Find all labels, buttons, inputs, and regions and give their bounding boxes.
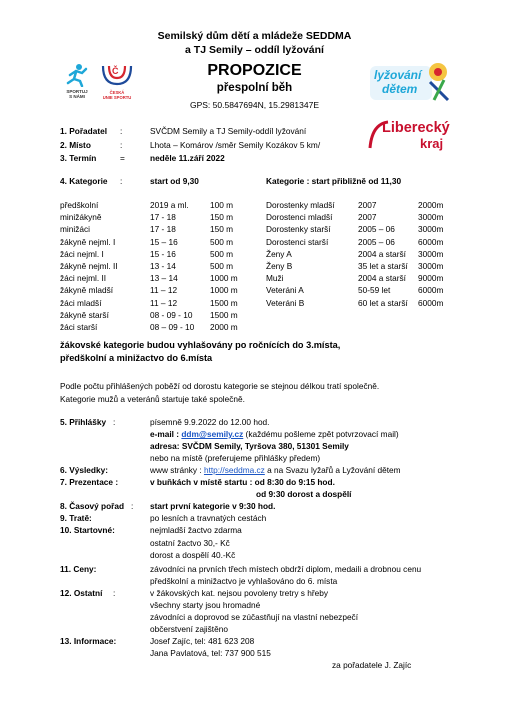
category-years: 2005 – 06 [358, 236, 395, 247]
category-row [60, 249, 250, 261]
category-years: 15 – 16 [150, 236, 178, 247]
category-dist: 100 m [210, 200, 234, 210]
cus-text: ČESKÁ UNIE SPORTU [102, 90, 132, 100]
category-dist: 6000m [418, 297, 444, 308]
startovne-label: 10. Startovné: [60, 525, 115, 535]
ceny-line-1: závodníci na prvních třech místech obdrží diplom, medaili a drobnou cenu [150, 564, 422, 574]
ceny-line-2: předškolní a minižactvo je vyhlašováno do 6. místa [150, 576, 338, 586]
category-row [60, 310, 250, 322]
notice-paragraph-2: Kategorie mužů a veteránů startuje také společně. [60, 394, 245, 404]
category-row [266, 273, 456, 285]
category-dist: 1500 m [210, 309, 238, 320]
prezentace-label: 7. Prezentace : [60, 477, 119, 487]
category-years: 13 - 14 [150, 260, 176, 271]
info-value-organizer: SVČDM Semily a TJ Semily-oddíl lyžování [150, 126, 307, 136]
category-row [266, 261, 456, 273]
vysledky-link[interactable]: http://seddma.cz [203, 465, 265, 475]
category-row [266, 237, 456, 249]
category-name: minižákyně [60, 212, 102, 223]
category-years: 11 – 12 [150, 285, 178, 296]
signature: za pořadatele J. Zajíc [332, 660, 412, 670]
casovy-value: start první kategorie v 9:30 hod. [150, 501, 276, 511]
informace-line-1: Josef Zajíc, tel: 481 623 208 [150, 636, 255, 646]
category-row [266, 200, 456, 212]
category-dist: 3000m [418, 260, 444, 271]
prihlasky-address: adresa: SVČDM Semily, Tyršova 380, 51301 Semily [150, 441, 349, 451]
category-name: žákyně nejml. I [60, 236, 116, 247]
info-colon-date: = [120, 153, 125, 163]
category-years: 50-59 let [358, 285, 391, 296]
category-name: Dorostenci mladší [266, 212, 333, 223]
liberecky-kraj-logo [368, 120, 458, 152]
detem-text: dětem [382, 82, 418, 96]
ostatni-line-2: všechny starty jsou hromadné [150, 600, 261, 610]
svg-text:Č: Č [112, 66, 119, 76]
notice-line-1: žákovské kategorie budou vyhlašovány po ročnících do 3.místa, [60, 340, 341, 350]
category-years: 2004 a starší [358, 273, 406, 284]
category-name: Dorostenky starší [266, 224, 331, 235]
ostatni-label: 12. Ostatní [60, 588, 103, 598]
lyzovani-detem-logo [368, 60, 454, 104]
category-dist: 150 m [210, 212, 234, 223]
vysledky-label: 6. Výsledky: [60, 465, 108, 475]
category-name: žákyně nejml. II [60, 260, 118, 271]
ostatni-line-1: v žákovských kat. nejsou povoleny tretry s hřeby [150, 588, 329, 598]
category-years: 15 - 16 [150, 248, 176, 259]
category-row [60, 261, 250, 273]
email-link[interactable]: ddm@semily.cz [181, 429, 244, 439]
trate-value: po lesních a travnatých cestách [150, 513, 267, 523]
category-name: Muži [266, 273, 284, 284]
category-years: 60 let a starší [358, 297, 408, 308]
category-name: Veteráni B [266, 297, 305, 308]
category-table-left [60, 200, 250, 334]
category-name: předškolní [60, 200, 99, 210]
trate-label: 9. Tratě: [60, 513, 92, 523]
notice-line-2: předškolní a minižactvo do 6.místa [60, 353, 213, 363]
ostatni-line-3: závodníci a doprovod se zúčastňují na vlastní nebezpečí [150, 612, 359, 622]
category-row [60, 322, 250, 334]
document-subtitle: přespolní běh [216, 82, 293, 94]
category-name: Dorostenky mladší [266, 200, 335, 210]
info-label-date: 3. Termín [60, 153, 97, 163]
category-row [266, 224, 456, 236]
category-row [60, 285, 250, 297]
info-label-organizer: 1. Pořadatel [60, 126, 108, 136]
category-row [60, 212, 250, 224]
category-years: 35 let a starší [358, 260, 408, 271]
prihlasky-line-4: nebo na místě (preferujeme přihlášky předem) [150, 453, 321, 463]
category-dist: 1500 m [210, 297, 238, 308]
casovy-label: 8. Časový pořad [60, 501, 125, 511]
category-row [60, 237, 250, 249]
ostatni-line-4: občerstvení zajištěno [150, 624, 228, 634]
category-years: 11 – 12 [150, 297, 178, 308]
ostatni-colon: : [113, 588, 116, 598]
document-title: PROPOZICE [207, 62, 302, 79]
category-table-right [266, 200, 456, 310]
category-name: žákyně mladší [60, 285, 114, 296]
ceny-label: 11. Ceny: [60, 564, 97, 574]
prihlasky-label: 5. Přihlášky [60, 417, 107, 427]
category-years: 08 - 09 - 10 [150, 309, 193, 320]
category-years: 2007 [358, 212, 377, 223]
category-years: 08 – 09 - 10 [150, 321, 195, 332]
vysledky-suffix: a na Svazu lyžařů a Lyžování dětem [264, 465, 401, 475]
informace-line-2: Jana Pavlatová, tel: 737 900 515 [150, 648, 271, 658]
category-name: žákyně starší [60, 309, 109, 320]
info-label-place: 2. Místo [60, 140, 91, 150]
lyzovani-text: lyžování [374, 68, 422, 82]
category-years: 2004 a starší [358, 248, 406, 259]
email-suffix: (každému pošleme zpět potvrzovací mail) [243, 429, 399, 439]
category-name: minižáci [60, 224, 90, 235]
info-value-date: neděle 11.září 2022 [150, 153, 225, 163]
category-row [60, 200, 250, 212]
gps-coordinates: GPS: 50.5847694N, 15.2981347E [189, 100, 320, 110]
category-dist: 1000 m [210, 285, 238, 296]
category-years: 2007 [358, 200, 377, 210]
category-years: 2005 – 06 [358, 224, 395, 235]
kraj-text: kraj [420, 136, 444, 151]
info-colon-place: : [120, 140, 123, 150]
category-years: 17 - 18 [150, 212, 176, 223]
category-row [266, 212, 456, 224]
category-dist: 500 m [210, 248, 234, 259]
category-name: žáci mladší [60, 297, 102, 308]
info-colon-organizer: : [120, 126, 123, 136]
startovne-line-1: nejmladší žactvo zdarma [150, 525, 242, 535]
categories-colon: : [120, 176, 123, 186]
start-left: start od 9,30 [150, 176, 199, 186]
notice-paragraph-1: Podle počtu přihlášených poběží od dorostu kategorie se stejnou délkou tratí společně. [60, 381, 380, 391]
prihlasky-colon: : [113, 417, 116, 427]
prihlasky-line-1: písemně 9.9.2022 do 12.00 hod. [150, 417, 270, 427]
category-name: žáci nejml. I [60, 248, 104, 259]
vysledky-prefix: www stránky : [150, 465, 204, 475]
category-name: Dorostenci starší [266, 236, 329, 247]
category-dist: 500 m [210, 236, 234, 247]
category-dist: 500 m [210, 260, 234, 271]
category-dist: 3000m [418, 224, 444, 235]
startovne-line-2: ostatní žactvo 30,- Kč [150, 538, 230, 548]
category-row [266, 249, 456, 261]
category-dist: 9000m [418, 273, 444, 284]
category-dist: 150 m [210, 224, 234, 235]
category-dist: 2000m [418, 200, 444, 210]
category-name: Ženy B [266, 260, 293, 271]
category-dist: 6000m [418, 285, 444, 296]
category-name: žáci nejml. II [60, 273, 107, 284]
org-line-2: a TJ Semily – oddíl lyžování [185, 44, 324, 56]
category-name: žáci starší [60, 321, 98, 332]
prezentace-line-2: od 9:30 dorost a dospělí [256, 489, 352, 499]
category-name: Veteráni A [266, 285, 304, 296]
category-name: Ženy A [266, 248, 292, 259]
category-years: 13 – 14 [150, 273, 178, 284]
category-row [60, 224, 250, 236]
category-dist: 6000m [418, 236, 444, 247]
casovy-colon: : [131, 501, 134, 511]
liberecky-text: Liberecký [382, 120, 450, 136]
category-years: 17 - 18 [150, 224, 176, 235]
category-dist: 2000 m [210, 321, 238, 332]
prezentace-line-1: v buňkách v místě startu : od 8:30 do 9:15 hod. [150, 477, 335, 487]
sportuj-text: SPORTUJ S NÁMI [66, 89, 88, 99]
category-dist: 1000 m [210, 273, 238, 284]
category-row [266, 285, 456, 297]
start-right: Kategorie : start přibližně od 11,30 [266, 176, 402, 186]
org-line-1: Semilský dům dětí a mládeže SEDDMA [157, 30, 352, 42]
vysledky-line [150, 465, 401, 475]
category-years: 2019 a ml. [150, 200, 189, 210]
informace-label: 13. Informace: [60, 636, 117, 646]
category-row [60, 298, 250, 310]
categories-heading: 4. Kategorie [60, 176, 108, 186]
category-row [60, 273, 250, 285]
runner-icon [62, 63, 92, 87]
cus-logo [99, 62, 135, 98]
sportuj-s-nami-logo [62, 63, 92, 97]
email-prefix: e-mail : [150, 429, 182, 439]
category-dist: 3000m [418, 248, 444, 259]
info-value-place: Lhota – Komárov /směr Semily Kozákov 5 km/ [150, 140, 321, 150]
category-dist: 3000m [418, 212, 444, 223]
category-row [266, 298, 456, 310]
cus-emblem-icon [99, 62, 135, 88]
prihlasky-email-line [150, 429, 399, 439]
startovne-line-3: dorost a dospělí 40.-Kč [150, 550, 236, 560]
